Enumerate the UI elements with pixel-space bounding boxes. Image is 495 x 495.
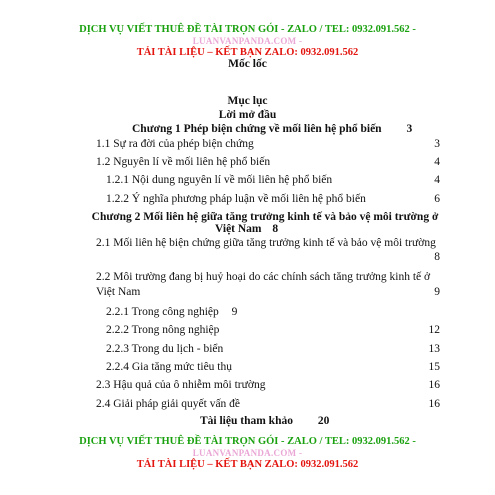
references-entry[interactable]: [200, 414, 329, 428]
toc-item-2-2[interactable]: [96, 270, 430, 284]
bottom-banner-zalo-line: TẢI TÀI LIỆU – KẾT BẠN ZALO: 0932.091.562: [136, 459, 359, 470]
toc-item-2-2-3[interactable]: [106, 342, 440, 356]
chapter-1-entry[interactable]: [132, 122, 412, 136]
toc-item-2-4-label: 2.4 Giải pháp giải quyết vấn đề: [96, 398, 241, 410]
references-title: Tài liệu tham khảo: [200, 415, 293, 427]
toc-item-2-1-label: 2.1 Mối liên hệ biện chứng giữa tăng trưởng kinh tế và bảo vệ môi trường: [96, 237, 436, 249]
intro-heading: Lời mở đầu: [218, 109, 277, 121]
toc-item-2-2-2[interactable]: [106, 323, 440, 337]
toc-item-1-1-label: 1.1 Sự ra đời của phép biện chứng: [96, 138, 254, 150]
toc-item-2-3-page: 16: [428, 379, 440, 391]
toc-item-1-2-2-label: 1.2.2 Ý nghĩa phương pháp luận về mối liên hệ phổ biến: [106, 193, 366, 205]
toc-item-2-2-cont[interactable]: [96, 285, 440, 299]
toc-item-2-2-1-label: 2.2.1 Trong công nghiệp: [106, 306, 219, 318]
toc-item-2-3[interactable]: [96, 378, 440, 392]
toc-item-2-2-1-page: 9: [231, 306, 238, 318]
toc-item-1-1[interactable]: [96, 137, 440, 151]
banner-service-line: DỊCH VỤ VIẾT THUÊ ĐỀ TÀI TRỌN GÓI - ZALO / TEL: 0932.091.562 -: [79, 24, 416, 35]
toc-item-2-1-page: 8: [434, 251, 440, 263]
chapter-2-page: 8: [272, 223, 279, 235]
toc-item-1-2-2-page: 6: [434, 193, 440, 205]
toc-item-2-3-label: 2.3 Hậu quả của ô nhiễm môi trường: [96, 379, 266, 391]
toc-item-2-2-3-label: 2.2.3 Trong du lịch - biển: [106, 343, 224, 355]
toc-item-1-2-1-label: 1.2.1 Nội dung nguyên lí về mối liên hệ phổ biến: [106, 174, 333, 186]
toc-item-1-2-1-page: 4: [434, 174, 440, 186]
chapter-1-page: 3: [406, 123, 413, 135]
toc-item-2-4[interactable]: [96, 397, 440, 411]
toc-item-2-2-2-page: 12: [428, 324, 440, 336]
bottom-banner-service-line: DỊCH VỤ VIẾT THUÊ ĐỀ TÀI TRỌN GÓI - ZALO / TEL: 0932.091.562 -: [79, 436, 416, 447]
toc-item-1-2-2[interactable]: [106, 192, 440, 206]
toc-item-2-4-page: 16: [428, 398, 440, 410]
toc-item-2-2-4-page: 15: [428, 361, 440, 373]
banner-zalo-line: TẢI TÀI LIỆU – KẾT BẠN ZALO: 0932.091.562: [136, 47, 359, 58]
chapter-2-line-2[interactable]: [215, 222, 278, 236]
heading-moc-loc: Mốc lốc: [228, 58, 267, 70]
chapter-2-country: Việt Nam: [215, 223, 262, 235]
toc-item-2-2-4-label: 2.2.4 Gia tăng mức tiêu thụ: [106, 361, 233, 373]
toc-item-2-2-4[interactable]: [106, 360, 440, 374]
toc-item-2-2-3-page: 13: [428, 343, 440, 355]
toc-item-2-2-1[interactable]: [106, 305, 237, 319]
toc-item-2-2-2-label: 2.2.2 Trong nông nghiệp: [106, 324, 220, 336]
toc-item-1-2-page: 4: [434, 156, 440, 168]
chapter-2-line-1[interactable]: Chương 2 Mối liên hệ giữa tăng trưởng kinh tế và bảo vệ môi trường ở: [91, 211, 439, 223]
toc-item-1-1-page: 3: [434, 138, 440, 150]
bottom-banner: [0, 436, 495, 471]
toc-item-1-2-1[interactable]: [106, 173, 440, 187]
bottom-banner-website-line: LUANVANPANDA.COM -: [192, 448, 303, 458]
toc-item-2-2-label: 2.2 Môi trường đang bị huỷ hoại do các chính sách tăng trưởng kinh tế ở: [96, 271, 431, 283]
toc-item-2-2-page: 9: [434, 286, 440, 298]
chapter-1-title: Chương 1 Phép biện chứng về mối liên hệ phổ biến: [132, 123, 382, 135]
heading-muc-luc: Mục lục: [227, 95, 268, 107]
toc-item-2-1[interactable]: [96, 236, 436, 250]
banner-website-line: LUANVANPANDA.COM -: [192, 36, 303, 46]
references-page: 20: [317, 415, 330, 427]
toc-item-1-2-label: 1.2 Nguyên lí về mối liên hệ phổ biến: [96, 156, 271, 168]
toc-item-2-2-label-cont: Việt Nam: [96, 286, 141, 298]
top-banner: [0, 24, 495, 59]
toc-item-1-2[interactable]: [96, 155, 440, 169]
